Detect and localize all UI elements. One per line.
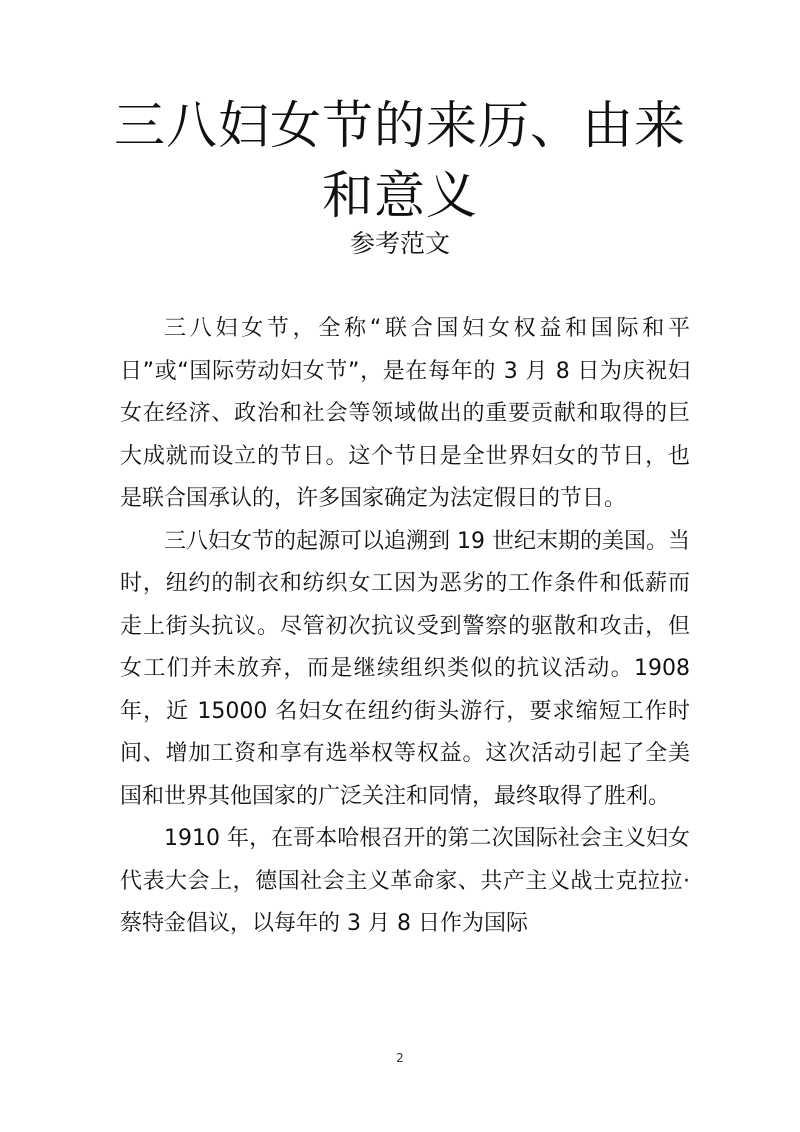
page-number: 2 [396,1051,404,1065]
page-subtitle: 参考范文 [349,229,450,258]
paragraph: 三八妇女节，全称“联合国妇女权益和国际和平日”或“国际劳动妇女节”，是在每年的 3 月 8 日为庆祝妇女在经济、政治和社会等领域做出的重要贡献和取得的巨大成就而设立的节日。这个节日是全世界妇女的节日，也是联合国承认的，许多国家确定为法定假日的节日。 [120,316,690,511]
document-body [120,308,690,946]
page-title: 三八妇女节的来历、由来和意义 [113,97,686,226]
paragraph: 1910 年，在哥本哈根召开的第二次国际社会主义妇女代表大会上，德国社会主义革命家、共产主义战士克拉拉·蔡特金倡议，以每年的 3 月 8 日作为国际 [120,826,690,936]
paragraph: 三八妇女节的起源可以追溯到 19 世纪末期的美国。当时，纽约的制衣和纺织女工因为恶劣的工作条件和低薪而走上街头抗议。尽管初次抗议受到警察的驱散和攻击，但女工们并未放弃，而是继续组织类似的抗议活动。1908 年，近 15000 名妇女在纽约街头游行，要求缩短工作时间、增加工资和享有选举权等权益。这次活动引起了全美国和世界其他国家的广泛关注和同情，最终取得了胜利。 [120,528,690,809]
